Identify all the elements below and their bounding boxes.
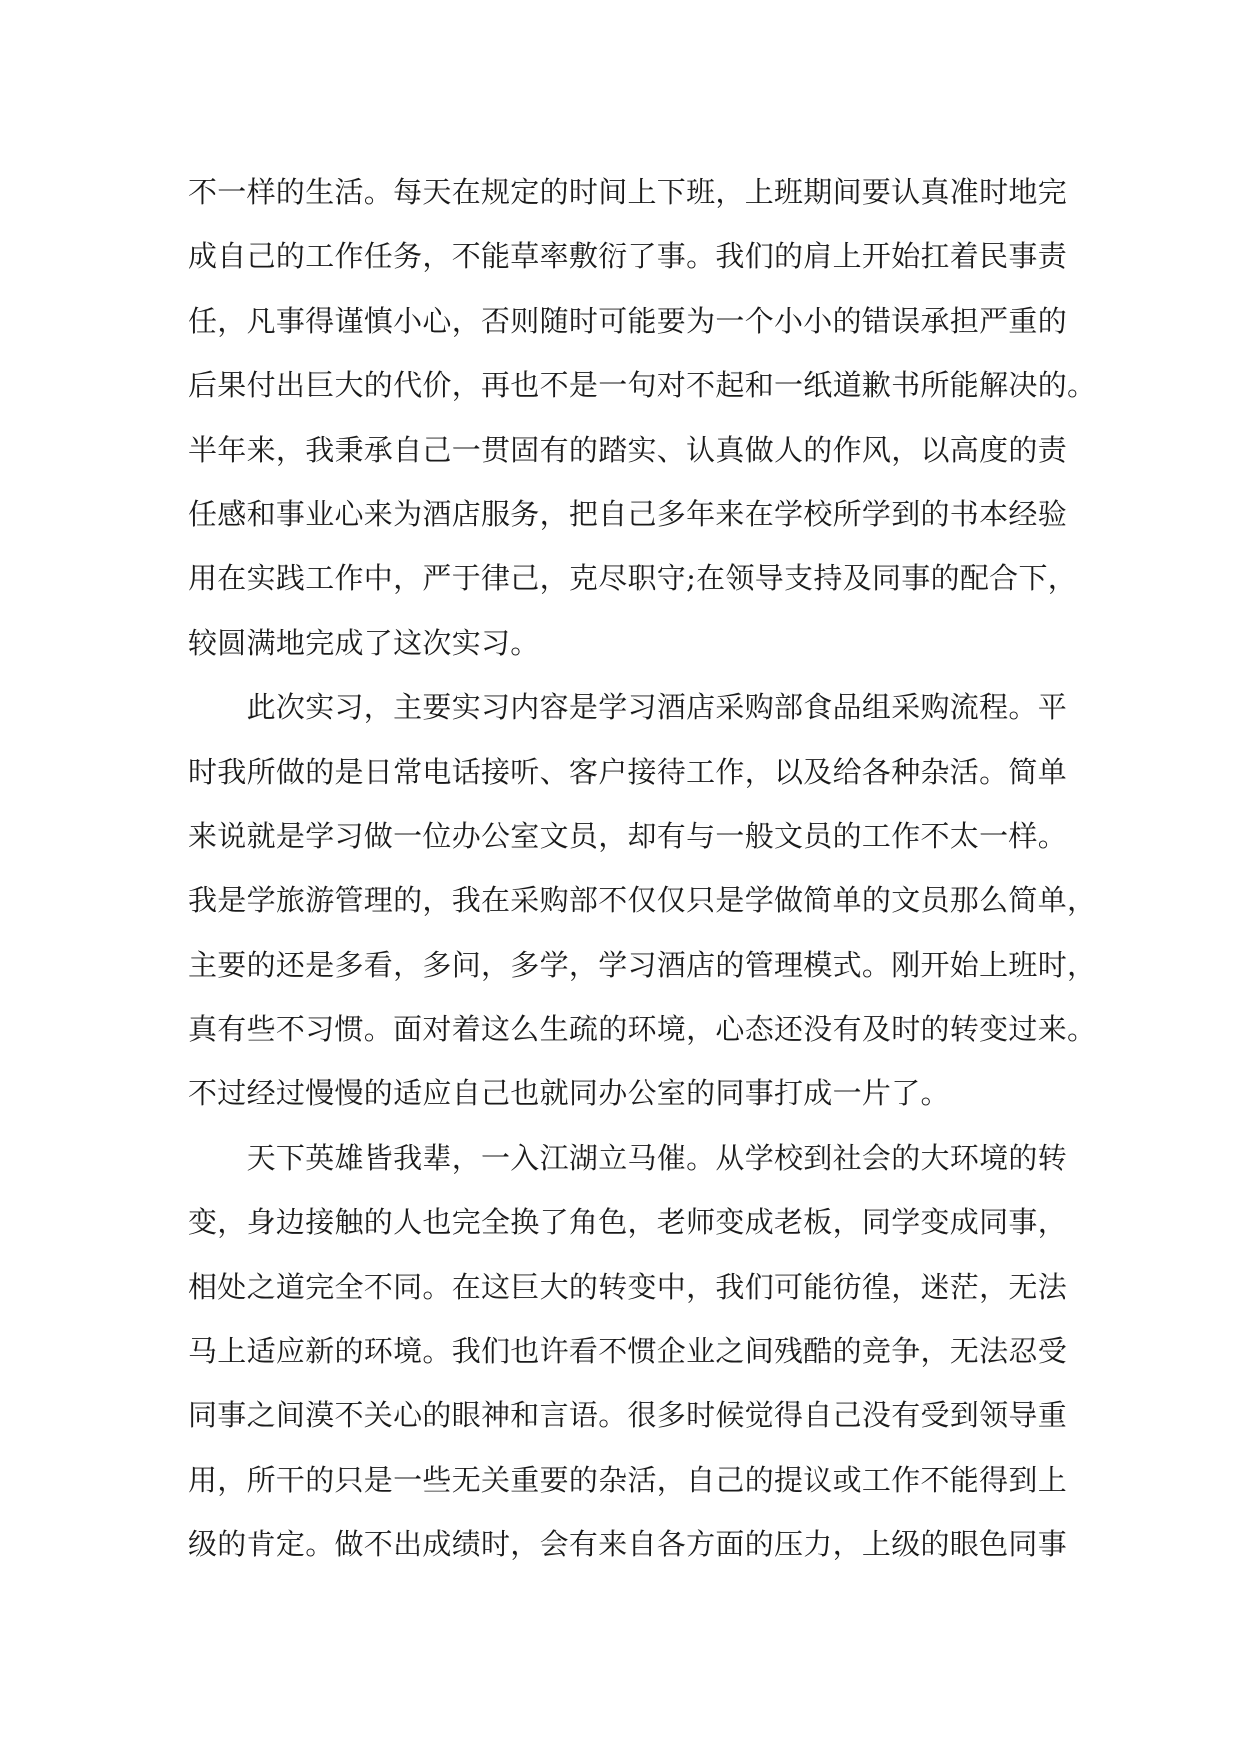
paragraph-3: [188, 1126, 1068, 1577]
text-line: 来说就是学习做一位办公室文员，却有与一般文员的工作不太一样。: [188, 818, 1068, 853]
text-line: 任感和事业心来为酒店服务，把自己多年来在学校所学到的书本经验: [188, 496, 1068, 531]
text-line: 成自己的工作任务，不能草率敷衍了事。我们的肩上开始扛着民事责: [188, 239, 1068, 274]
text-line: 时我所做的是日常电话接听、客户接待工作，以及给各种杂活。简单: [188, 754, 1068, 789]
text-line: 后果付出巨大的代价，再也不是一句对不起和一纸道歉书所能解决的。: [188, 368, 1097, 403]
text-line: 半年来，我秉承自己一贯固有的踏实、认真做人的作风，以高度的责: [188, 432, 1068, 467]
paragraph-1: [188, 160, 1097, 675]
text-line: 任，凡事得谨慎小心，否则随时可能要为一个小小的错误承担严重的: [188, 303, 1068, 338]
text-line: 相处之道完全不同。在这巨大的转变中，我们可能彷徨，迷茫，无法: [188, 1269, 1068, 1304]
paragraph-2: [188, 675, 1097, 1126]
text-line: 我是学旅游管理的，我在采购部不仅仅只是学做简单的文员那么简单，: [188, 883, 1097, 918]
text-line: 真有些不习惯。面对着这么生疏的环境，心态还没有及时的转变过来。: [188, 1012, 1097, 1047]
document-body: [188, 160, 1097, 1577]
text-line: 此次实习，主要实习内容是学习酒店采购部食品组采购流程。平: [188, 690, 1068, 725]
text-line: 变，身边接触的人也完全换了角色，老师变成老板，同学变成同事，: [188, 1205, 1068, 1240]
text-line: 天下英雄皆我辈，一入江湖立马催。从学校到社会的大环境的转: [188, 1140, 1068, 1175]
text-line: 不过经过慢慢的适应自己也就同办公室的同事打成一片了。: [188, 1076, 950, 1111]
text-line: 同事之间漠不关心的眼神和言语。很多时候觉得自己没有受到领导重: [188, 1398, 1068, 1433]
text-line: 级的肯定。做不出成绩时，会有来自各方面的压力，上级的眼色同事: [188, 1527, 1068, 1562]
text-line: 不一样的生活。每天在规定的时间上下班，上班期间要认真准时地完: [188, 175, 1068, 209]
text-line: 主要的还是多看，多问，多学，学习酒店的管理模式。刚开始上班时，: [188, 947, 1097, 982]
text-line: 用在实践工作中，严于律己，克尽职守;在领导支持及同事的配合下，: [188, 561, 1078, 596]
text-line: 马上适应新的环境。我们也许看不惯企业之间残酷的竞争，无法忍受: [188, 1334, 1068, 1369]
text-line: 较圆满地完成了这次实习。: [188, 625, 540, 660]
text-line: 用，所干的只是一些无关重要的杂活，自己的提议或工作不能得到上: [188, 1462, 1068, 1497]
